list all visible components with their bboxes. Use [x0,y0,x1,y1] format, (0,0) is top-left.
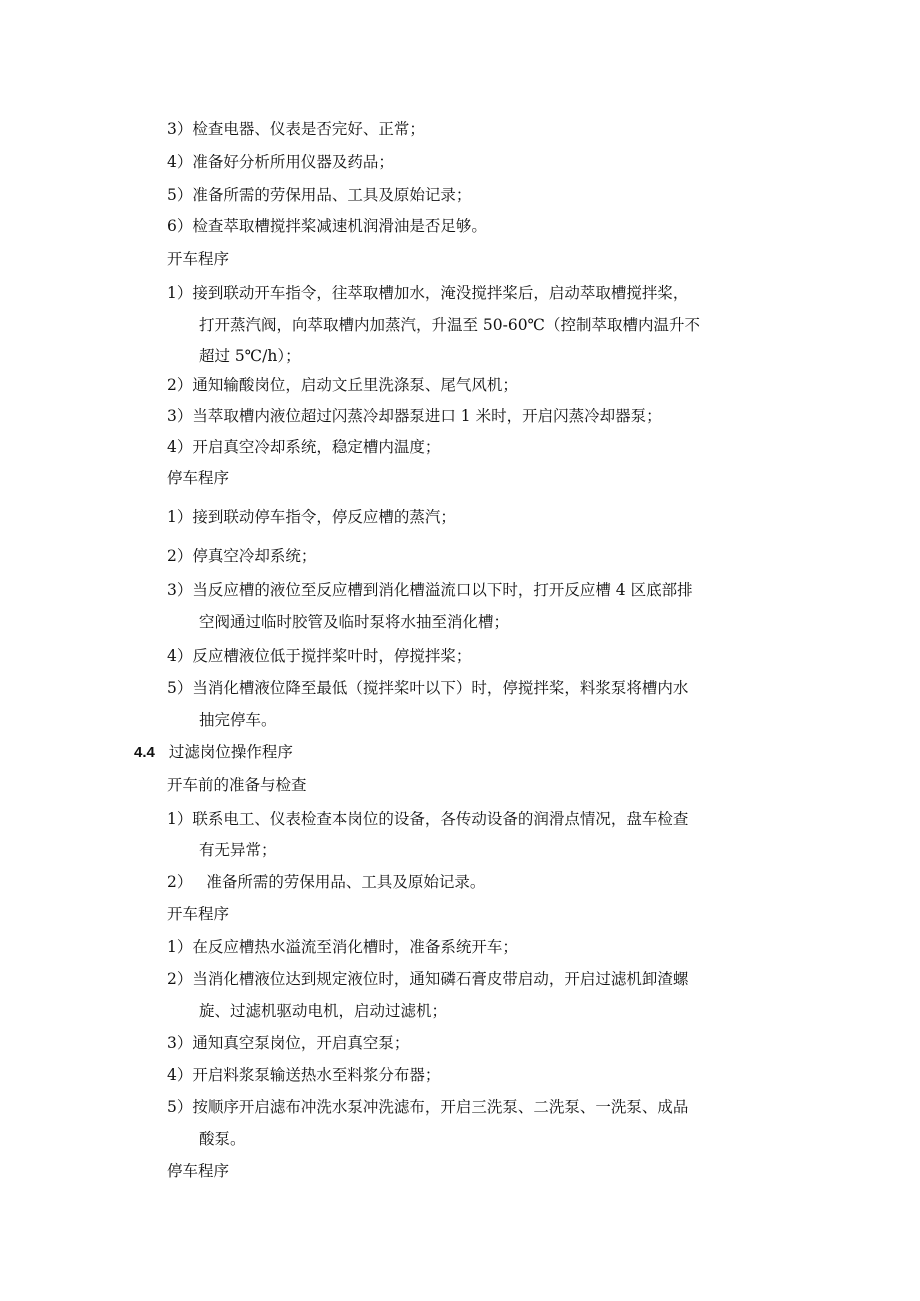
list-item: 3）当反应槽的液位至反应槽到消化槽溢流口以下时，打开反应槽 4 区底部排 [167,581,693,599]
list-item: 1）联系电工、仪表检查本岗位的设备，各传动设备的润滑点情况，盘车检查 [167,810,689,828]
list-item: 1）在反应槽热水溢流至消化槽时，准备系统开车； [167,938,518,956]
list-item: 2）通知输酸岗位，启动文丘里洗涤泵、尾气风机； [167,376,518,394]
list-item: 4）准备好分析所用仪器及药品； [167,153,394,171]
list-item: 4）开启料浆泵输送热水至料浆分布器； [167,1066,441,1084]
list-item-continuation: 旋、过滤机驱动电机，启动过滤机； [199,1002,448,1020]
section-heading [134,742,293,763]
list-item: 2）当消化槽液位达到规定液位时，通知磷石膏皮带启动，开启过滤机卸渣螺 [167,970,689,988]
list-item: 5）准备所需的劳保用品、工具及原始记录； [167,186,472,204]
list-item-continuation: 超过 5℃/h）； [199,347,301,365]
list-item-continuation: 抽完停车。 [199,711,277,729]
list-item: 3）通知真空泵岗位，开启真空泵； [167,1034,410,1052]
list-item: 3）检查电器、仪表是否完好、正常； [167,120,425,138]
list-item: 2）停真空冷却系统； [167,547,317,565]
list-item: 1）接到联动开车指令，往萃取槽加水，淹没搅拌桨后，启动萃取槽搅拌桨， [167,284,689,302]
subheading: 开车程序 [167,250,230,268]
list-item-continuation: 打开蒸汽阀，向萃取槽内加蒸汽，升温至 50-60℃（控制萃取槽内温升不 [199,316,700,334]
subheading: 停车程序 [167,469,230,487]
subheading: 停车程序 [167,1162,230,1180]
section-title: 过滤岗位操作程序 [168,743,293,761]
list-item-continuation: 酸泵。 [199,1130,246,1148]
subheading: 开车前的准备与检查 [167,776,307,794]
list-item-continuation: 空阀通过临时胶管及临时泵将水抽至消化槽； [199,613,510,631]
list-item: 1）接到联动停车指令，停反应槽的蒸汽； [167,508,456,526]
list-item: 4）反应槽液位低于搅拌桨叶时，停搅拌桨； [167,647,472,665]
list-item: 5）当消化槽液位降至最低（搅拌桨叶以下）时，停搅拌桨，料浆泵将槽内水 [167,679,689,697]
list-item-continuation: 有无异常； [199,841,277,859]
list-item [167,872,485,892]
list-item: 5）按顺序开启滤布冲洗水泵冲洗滤布，开启三洗泵、二洗泵、一洗泵、成品 [167,1098,689,1116]
list-item: 3）当萃取槽内液位超过闪蒸冷却器泵进口 1 米时，开启闪蒸冷却器泵； [167,407,662,425]
section-number: 4.4 [134,744,155,761]
list-text: 准备所需的劳保用品、工具及原始记录。 [206,873,486,891]
list-item: 6）检查萃取槽搅拌桨减速机润滑油是否足够。 [167,217,487,235]
list-number: 2） [167,873,193,891]
list-item: 4）开启真空冷却系统，稳定槽内温度； [167,438,441,456]
subheading: 开车程序 [167,905,230,923]
